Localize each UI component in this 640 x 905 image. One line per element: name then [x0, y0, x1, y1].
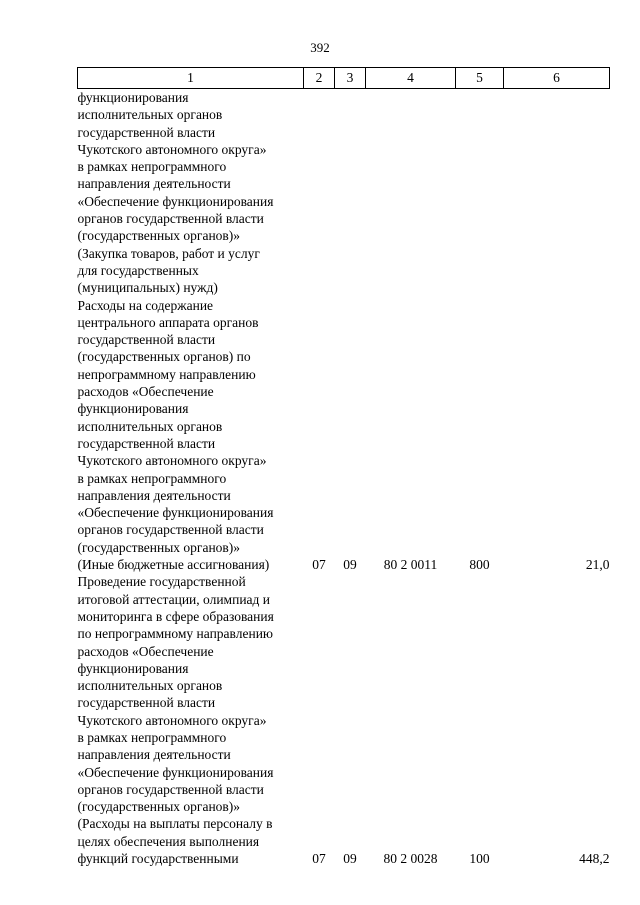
column-header-4: 4 [366, 68, 456, 89]
row-section [304, 89, 335, 297]
column-header-5: 5 [456, 68, 504, 89]
column-header-1: 1 [78, 68, 304, 89]
column-header-6: 6 [504, 68, 610, 89]
table-header [78, 68, 610, 89]
row-section: 07 [312, 851, 326, 867]
budget-table [77, 67, 610, 867]
row-description: Расходы на содержание центрального аппарата органов государственной власти (государственных органов) по непрограммному направлению расходов «Обеспечение функционирования исполнительных органов государственной власти Чукотского автономного округа» в рамках непрограммного направления деятельности «Обеспечение функционирования органов государственной власти (государственных органов)» (Иные бюджетные ассигнования) [77, 297, 274, 573]
header-row [78, 68, 610, 89]
row-expense-type: 800 [469, 557, 490, 573]
row-description: Проведение государственной итоговой аттестации, олимпиад и мониторинга в сфере образования по непрограммному направлению расходов «Обеспечение функционирования исполнительных органов государственной власти Чукотского автономного округа» в рамках непрограммного направления деятельности «Обеспечение функционирования органов государственной власти (государственных органов)» (Расходы на выплаты персоналу в целях обеспечения выполнения функций государственными [77, 574, 274, 867]
table-row [78, 297, 610, 574]
table-row [78, 89, 610, 297]
page-number: 392 [310, 40, 330, 55]
row-section: 07 [312, 557, 326, 573]
row-target-article [366, 89, 456, 297]
row-subsection: 09 [343, 557, 357, 573]
table-body [78, 89, 610, 868]
row-amount [504, 89, 610, 297]
row-target-article: 80 2 0028 [383, 851, 438, 867]
row-expense-type [456, 89, 504, 297]
row-target-article: 80 2 0011 [383, 557, 438, 573]
row-amount: 21,0 [585, 557, 610, 573]
row-expense-type: 100 [469, 851, 490, 867]
row-amount: 448,2 [579, 851, 610, 867]
column-header-2: 2 [304, 68, 335, 89]
column-header-3: 3 [335, 68, 366, 89]
row-subsection [335, 89, 366, 297]
table-row [78, 573, 610, 867]
row-description: функционирования исполнительных органов государственной власти Чукотского автономного округа» в рамках непрограммного направления деятельности «Обеспечение функционирования органов государственной власти (государственных органов)» (Закупка товаров, работ и услуг для государственных (муниципальных) нужд) [77, 90, 274, 296]
row-subsection: 09 [343, 851, 357, 867]
